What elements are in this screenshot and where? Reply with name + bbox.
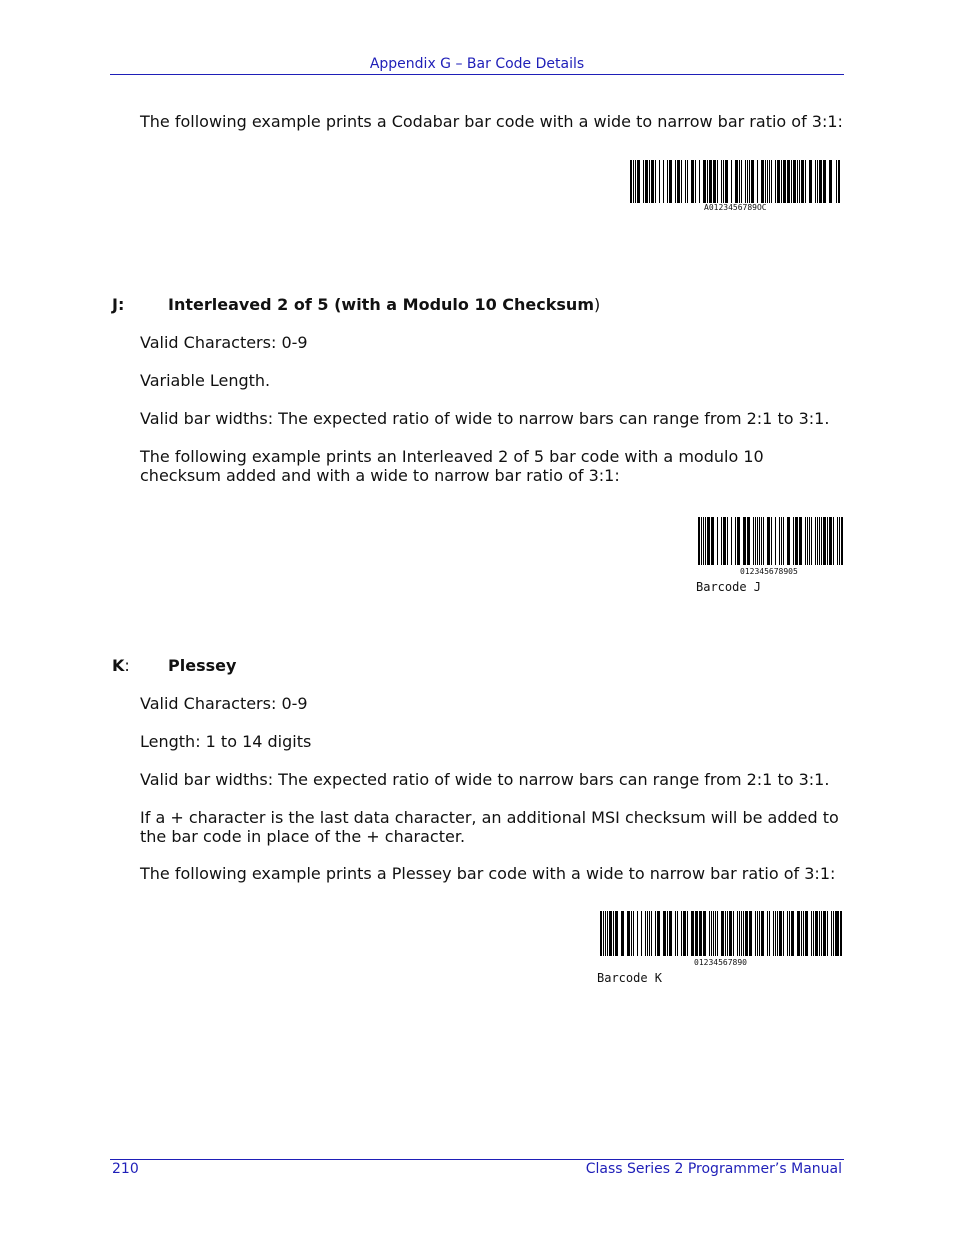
section-j-title-close: ) xyxy=(594,295,601,314)
section-k-example: The following example prints a Plessey bar code with a wide to narrow bar ratio of 3:1: xyxy=(140,864,836,883)
section-j-example: The following example prints an Interleaved 2 of 5 bar code with a modulo 10 checksum added and with a wide to narrow bar ratio of 3:1: xyxy=(140,447,764,485)
barcode-j-caption: Barcode J xyxy=(696,580,762,594)
section-k-valid-characters: Valid Characters: 0-9 xyxy=(140,694,308,713)
barcode-bar xyxy=(687,911,688,956)
barcode-bar xyxy=(773,911,774,956)
barcode-bar xyxy=(739,911,740,956)
section-j-valid-characters: Valid Characters: 0-9 xyxy=(140,333,308,352)
barcode-bar xyxy=(833,911,834,956)
section-k-bar-widths: Valid bar widths: The expected ratio of wide to narrow bars can range from 2:1 to 3:1. xyxy=(140,770,830,789)
barcode-bar xyxy=(649,911,650,956)
section-k-colon: : xyxy=(124,656,130,675)
barcode-bar xyxy=(717,911,718,956)
section-j-letter: J: xyxy=(112,295,125,314)
barcode-bar xyxy=(645,911,646,956)
barcode-bar xyxy=(737,911,738,956)
barcode-bar xyxy=(779,911,782,956)
barcode-bar xyxy=(783,911,784,956)
barcode-bar xyxy=(695,911,698,956)
barcode-bar xyxy=(813,911,814,956)
barcode-bar xyxy=(803,911,804,956)
barcode-bar xyxy=(840,911,842,956)
barcode-bar xyxy=(831,911,832,956)
interleaved-human-readable: 012345678905 xyxy=(740,567,798,576)
barcode-bar xyxy=(607,911,608,956)
barcode-bar xyxy=(633,911,634,956)
barcode-bar xyxy=(835,911,838,956)
barcode-bar xyxy=(651,911,652,956)
barcode-bar xyxy=(715,911,716,956)
barcode-bar xyxy=(801,911,802,956)
plessey-human-readable: 01234567890 xyxy=(694,958,747,967)
barcode-bar xyxy=(721,911,724,956)
barcode-bar xyxy=(615,911,618,956)
barcode-bar xyxy=(761,911,764,956)
codabar-intro: The following example prints a Codabar bar code with a wide to narrow bar ratio of 3:1: xyxy=(140,112,843,131)
barcode-bar xyxy=(757,911,758,956)
section-k-msi-note: If a + character is the last data character, an additional MSI checksum will be added to the bar code in place of the + character. xyxy=(140,808,839,846)
barcode-bar xyxy=(647,911,648,956)
barcode-bar xyxy=(821,911,822,956)
barcode-bar xyxy=(745,911,748,956)
barcode-bar xyxy=(741,911,742,956)
barcode-bar xyxy=(637,911,638,956)
barcode-bar xyxy=(603,911,604,956)
barcode-bar xyxy=(759,911,760,956)
barcode-bar xyxy=(789,911,790,956)
barcode-bar xyxy=(713,911,714,956)
barcode-k-caption: Barcode K xyxy=(597,971,663,985)
barcode-bar xyxy=(631,911,632,956)
section-j-bar-widths: Valid bar widths: The expected ratio of wide to narrow bars can range from 2:1 to 3:1. xyxy=(140,409,830,428)
section-k-title: Plessey xyxy=(168,656,237,675)
barcode-bar xyxy=(613,911,614,956)
barcode-bar xyxy=(727,911,728,956)
running-head: Appendix G – Bar Code Details xyxy=(369,56,585,72)
barcode-bar xyxy=(815,911,818,956)
barcode-bar xyxy=(691,911,694,956)
barcode-bar xyxy=(703,911,706,956)
barcode-bar xyxy=(621,911,624,956)
section-k-length: Length: 1 to 14 digits xyxy=(140,732,312,751)
barcode-bar xyxy=(787,911,788,956)
barcode-bar xyxy=(827,911,828,956)
barcode-bar xyxy=(655,911,656,956)
barcode-bar xyxy=(733,911,734,956)
barcode-bar xyxy=(605,911,606,956)
barcode-bar xyxy=(775,911,776,956)
barcode-bar xyxy=(729,911,732,956)
barcode-bar xyxy=(743,911,744,956)
barcode-bar xyxy=(811,911,812,956)
barcode-bar xyxy=(657,911,660,956)
barcode-bar xyxy=(709,911,710,956)
barcode-bar xyxy=(675,911,676,956)
barcode-bar xyxy=(711,911,712,956)
barcode-bar xyxy=(683,911,686,956)
barcode-bar xyxy=(669,911,672,956)
barcode-bar xyxy=(805,911,808,956)
barcode-bar xyxy=(749,911,752,956)
barcode-bar xyxy=(797,911,800,956)
barcode-bar xyxy=(769,911,770,956)
barcode-bar xyxy=(725,911,726,956)
barcode-bar xyxy=(641,911,642,956)
barcode-bar xyxy=(791,911,794,956)
barcode-bar xyxy=(838,911,839,956)
barcode-bar xyxy=(667,911,668,956)
section-j-title-text: Interleaved 2 of 5 (with a Modulo 10 Checksum xyxy=(168,295,594,314)
barcode-bar xyxy=(699,911,702,956)
barcode-bar xyxy=(819,911,820,956)
barcode-bar xyxy=(677,911,678,956)
section-k-letter-text: K xyxy=(112,656,125,675)
barcode-bar xyxy=(767,911,768,956)
section-j-length: Variable Length. xyxy=(140,371,271,390)
footer-rule xyxy=(110,1159,844,1160)
barcode-bar xyxy=(681,911,682,956)
barcode-bar xyxy=(609,911,612,956)
barcode-bar xyxy=(755,911,756,956)
page-number: 210 xyxy=(112,1161,139,1177)
barcode-bar xyxy=(777,911,778,956)
codabar-human-readable: A0123456789OC xyxy=(704,203,767,212)
barcode-bar xyxy=(823,911,826,956)
barcode-bar xyxy=(600,911,602,956)
barcode-bar xyxy=(627,911,630,956)
barcode-bar xyxy=(663,911,666,956)
manual-title: Class Series 2 Programmer’s Manual xyxy=(585,1161,842,1177)
